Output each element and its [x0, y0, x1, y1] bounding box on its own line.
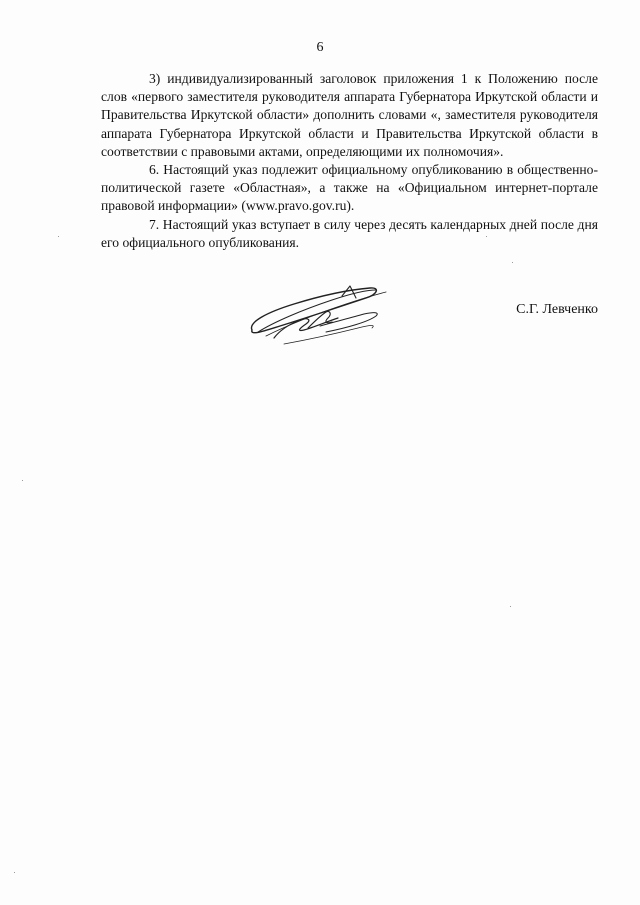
- scan-speck: [58, 236, 59, 237]
- document-body: [101, 70, 598, 252]
- scan-speck: [22, 480, 23, 481]
- scan-speck: [14, 872, 15, 873]
- scan-speck: [512, 262, 513, 263]
- handwritten-signature: [246, 282, 396, 348]
- signer-name: С.Г. Левченко: [516, 302, 598, 317]
- paragraph-publication: 6. Настоящий указ подлежит официальному опубликованию в общественно-политической газете «Областная», а также на «Официальном интернет-портале правовой информации» (www.pravo.gov.ru).: [101, 162, 598, 214]
- scan-speck: [486, 236, 487, 237]
- scan-speck: [510, 606, 511, 607]
- page-number: 6: [316, 40, 324, 55]
- paragraph-item-3: 3) индивидуализированный заголовок приложения 1 к Положению после слов «первого заместителя руководителя аппарата Губернатора Иркутской области и Правительства Иркутской области» дополнить словами «, заместителя руководителя аппарата Губернатора Иркутской области и Правительства Иркутской области в соответствии с правовыми актами, определяющими их полномочия».: [101, 71, 598, 159]
- paragraph-entry-into-force: 7. Настоящий указ вступает в силу через десять календарных дней после дня его официального опубликования.: [101, 216, 598, 250]
